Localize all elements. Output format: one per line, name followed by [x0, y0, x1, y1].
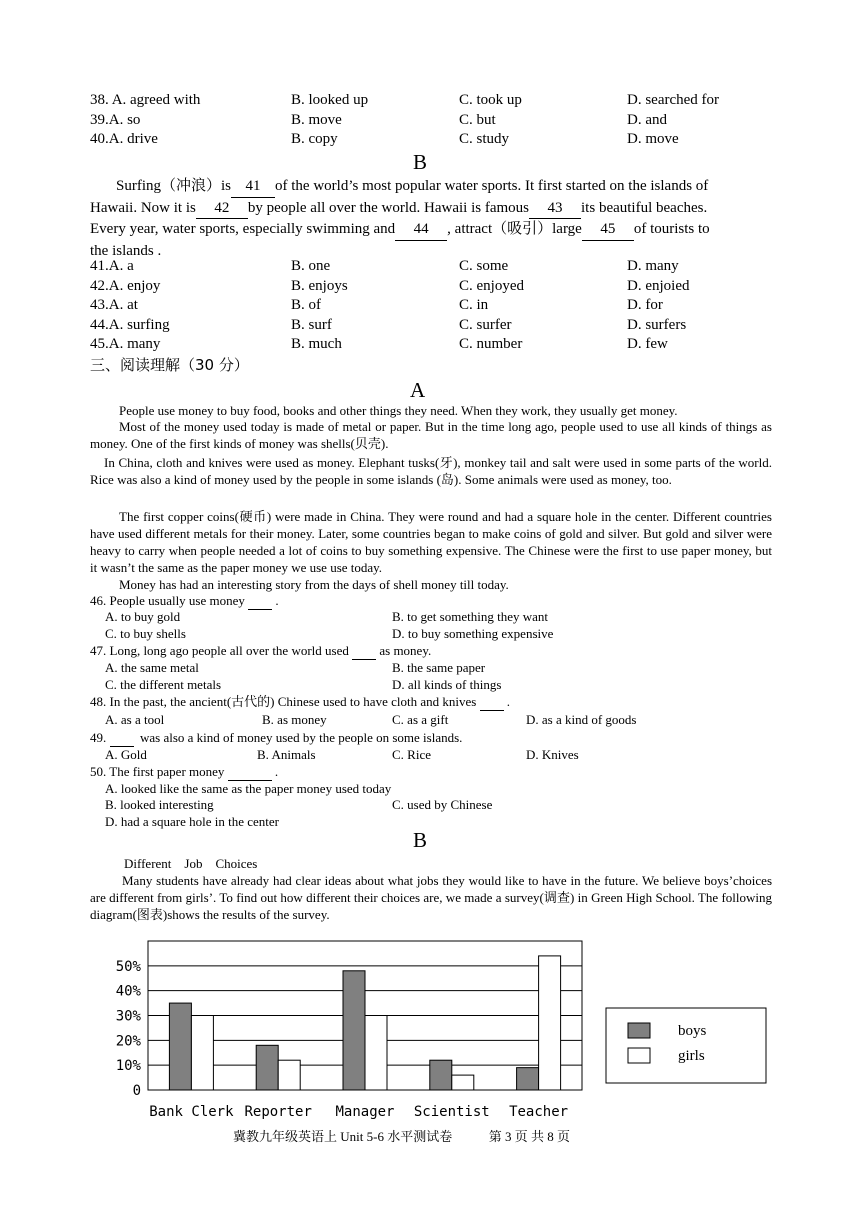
q47-blank[interactable] [352, 642, 376, 660]
q49-blank[interactable] [110, 729, 134, 747]
question-number: 38. [90, 92, 112, 108]
question-number: 41. [90, 258, 109, 274]
chart-xtick-label: Manager [335, 1104, 395, 1120]
q46-stem: 46. People usually use money . [90, 593, 279, 608]
blank-43[interactable]: 43 [529, 198, 581, 220]
bar-girls-teacher [539, 956, 561, 1090]
q46-option-a[interactable]: A. to buy gold [105, 609, 181, 624]
cloze-b-q4-option-a[interactable]: 45.A. many [90, 336, 161, 352]
cloze-a-q1-option-a[interactable]: 39.A. so [90, 111, 141, 128]
q48-stem: 48. In the past, the ancient(古代的) Chinese used to have cloth and knives . [90, 694, 511, 709]
cloze-b-q2-option-b[interactable]: B. of [291, 297, 321, 313]
bar-boys-reporter [256, 1045, 278, 1090]
footer-title: 冀教九年级英语上 Unit 5-6 水平测试卷 [233, 1129, 453, 1144]
chart-xtick-label: Reporter [244, 1104, 312, 1120]
chart-plot-frame [148, 941, 582, 1090]
question-number: 44. [90, 316, 109, 333]
question-number: 42. [90, 277, 109, 294]
cloze-a-q0-option-a[interactable]: 38. A. agreed with [90, 92, 201, 108]
reading-a-p4: The first copper coins(硬币) were made in China. They were round and had a square hole in the center. Different countries have used different metals for their money. Later, some countries began to make coins of gold and silver. But gold and silver were heavy to carry when people needed a lot of coins to buy something expensive. The Chinese were the first to use paper money, but it wasn’t the same as the paper money we use use today. [90, 509, 772, 575]
q48-option-d[interactable]: D. as a kind of goods [526, 712, 637, 727]
cloze-b-q2-option-c[interactable]: C. in [459, 297, 489, 313]
question-number: 43. [90, 297, 109, 313]
q50-stem: 50. The first paper money . [90, 764, 279, 779]
q49-stem: 49. was also a kind of money used by the people on some islands. [90, 730, 463, 745]
blank-41[interactable]: 41 [231, 176, 275, 198]
q49-option-d[interactable]: D. Knives [526, 747, 579, 762]
q50-option-b[interactable]: B. looked interesting [105, 797, 214, 812]
legend-label-boys: boys [678, 1023, 707, 1039]
q49-option-c[interactable]: C. Rice [392, 747, 431, 762]
chart-ytick-label: 20% [115, 1033, 141, 1050]
q47-option-a[interactable]: A. the same metal [105, 660, 199, 675]
cloze-a-q0-option-d[interactable]: D. searched for [627, 92, 720, 108]
cloze-b-q2-option-d[interactable]: D. for [627, 297, 663, 313]
bar-boys-manager [343, 971, 365, 1090]
q47-option-b[interactable]: B. the same paper [392, 660, 486, 675]
cloze-b-q3-option-b[interactable]: B. surf [291, 316, 332, 333]
chart-ytick-label: 50% [115, 958, 141, 975]
chart-xtick-label: Scientist [413, 1104, 490, 1120]
chart-ytick-label: 0 [132, 1083, 141, 1099]
chart-ytick-label: 30% [115, 1008, 141, 1025]
bar-girls-manager [365, 1016, 387, 1091]
cloze-b-q1-option-b[interactable]: B. enjoys [291, 277, 348, 294]
chart-ytick-label: 10% [115, 1058, 141, 1075]
cloze-b-q1-option-a[interactable]: 42.A. enjoy [90, 277, 161, 294]
q48-option-a[interactable]: A. as a tool [105, 712, 165, 727]
chart-ytick-label: 40% [115, 983, 141, 1000]
cloze-b-line-2: Hawaii. Now it is 42 by people all over the world. Hawaii is famous 43 its beautiful beaches. [90, 198, 772, 220]
q48-option-b[interactable]: B. as money [262, 712, 327, 727]
chart-xtick-label: Bank Clerk [149, 1104, 234, 1120]
cloze-b-q4-option-c[interactable]: C. number [459, 336, 523, 352]
cloze-a-q0-option-c[interactable]: C. took up [459, 92, 522, 108]
page-footer [233, 1126, 570, 1145]
cloze-b-q1-option-c[interactable]: C. enjoyed [459, 277, 524, 294]
cloze-b-q3-option-a[interactable]: 44.A. surfing [90, 316, 170, 333]
cloze-b-q0-option-d[interactable]: D. many [627, 258, 679, 274]
cloze-a-q1-option-d[interactable]: D. and [627, 111, 667, 128]
cloze-b-line-4: the islands . [90, 242, 162, 259]
cloze-b-q3-option-d[interactable]: D. surfers [627, 316, 687, 333]
reading-a-p2: Most of the money used today is made of metal or paper. But in the time long ago, people used to use all kinds of things as money. One of the first kinds of money was shells(贝壳). [90, 419, 772, 451]
blank-44[interactable]: 44 [395, 219, 447, 241]
cloze-b-q0-option-a[interactable]: 41.A. a [90, 258, 134, 274]
q47-stem: 47. Long, long ago people all over the world used as money. [90, 643, 432, 658]
legend-swatch-girls [628, 1048, 650, 1063]
legend-swatch-boys [628, 1023, 650, 1038]
cloze-b-passage [90, 176, 772, 261]
cloze-a-q1-option-c[interactable]: C. but [459, 111, 496, 128]
q49-option-a[interactable]: A. Gold [105, 747, 147, 762]
q49-option-b[interactable]: B. Animals [257, 747, 316, 762]
bar-girls-scientist [452, 1075, 474, 1090]
legend-label-girls: girls [678, 1048, 705, 1064]
cloze-b-q0-option-c[interactable]: C. some [459, 258, 509, 274]
bar-boys-teacher [517, 1068, 539, 1090]
cloze-b-q3-option-c[interactable]: C. surfer [459, 316, 512, 333]
reading-b-title: B [413, 828, 428, 852]
cloze-b-q0-option-b[interactable]: B. one [291, 258, 331, 274]
q46-option-d[interactable]: D. to buy something expensive [392, 626, 554, 641]
cloze-a-q2-option-a[interactable]: 40.A. drive [90, 131, 158, 147]
bar-boys-bank-clerk [169, 1003, 191, 1090]
cloze-b-q4-option-b[interactable]: B. much [291, 336, 342, 352]
cloze-b-q1-option-d[interactable]: D. enjoied [627, 277, 690, 294]
question-number: 45. [90, 336, 109, 352]
q46-blank[interactable] [248, 592, 272, 610]
question-number: 39. [90, 111, 109, 128]
q48-blank[interactable] [480, 693, 504, 711]
cloze-b-line-1: Surfing（冲浪）is 41 of the world’s most popular water sports. It first started on the islands of [90, 176, 772, 198]
q50-option-d[interactable]: D. had a square hole in the center [105, 814, 279, 829]
q47-option-d[interactable]: D. all kinds of things [392, 677, 502, 692]
cloze-a-q2-option-c[interactable]: C. study [459, 131, 510, 147]
part3-heading: 三、阅读理解（30 分） [90, 356, 249, 374]
reading-a-p5: Money has had an interesting story from the days of shell money till today. [119, 577, 509, 592]
q46-option-c[interactable]: C. to buy shells [105, 626, 186, 641]
q50-option-a[interactable]: A. looked like the same as the paper money used today [105, 781, 392, 796]
chart-xtick-label: Teacher [509, 1104, 569, 1120]
bar-girls-bank-clerk [191, 1016, 213, 1091]
footer-page-number: 第 3 页 共 8 页 [488, 1129, 570, 1144]
cloze-a-q2-option-d[interactable]: D. move [627, 131, 679, 147]
q48-option-c[interactable]: C. as a gift [392, 712, 449, 727]
q46-option-b[interactable]: B. to get something they want [392, 609, 548, 624]
question-number: 40. [90, 131, 109, 147]
q50-option-c[interactable]: C. used by Chinese [392, 797, 493, 812]
cloze-a-q1-option-b[interactable]: B. move [291, 111, 342, 128]
q47-option-c[interactable]: C. the different metals [105, 677, 222, 692]
chart-legend-box [606, 1008, 766, 1083]
reading-a-p1: People use money to buy food, books and other things they need. When they work, they usually get money. [119, 403, 678, 418]
q50-blank[interactable] [228, 763, 272, 781]
bar-boys-scientist [430, 1060, 452, 1090]
reading-b-subtitle: Different Job Choices [124, 856, 258, 871]
blank-42[interactable]: 42 [196, 198, 248, 220]
cloze-b-q2-option-a[interactable]: 43.A. at [90, 297, 138, 313]
reading-b-p1: Many students have already had clear ideas about what jobs they would like to have in the future. We believe boys’choices are different from girls’. To find out how different their choices are, we made a survey(调查) in Green High School. The following diagram(图表)shows the results of the survey. [90, 873, 772, 922]
bar-girls-reporter [278, 1060, 300, 1090]
section-b-title: B [413, 150, 428, 174]
cloze-b-line-3: Every year, water sports, especially swimming and 44 , attract（吸引）large 45 of tourists to [90, 219, 772, 241]
cloze-a-q0-option-b[interactable]: B. looked up [291, 92, 369, 108]
cloze-b-q4-option-d[interactable]: D. few [627, 336, 668, 352]
cloze-a-q2-option-b[interactable]: B. copy [291, 131, 338, 147]
blank-45[interactable]: 45 [582, 219, 634, 241]
reading-a-title: A [410, 378, 426, 402]
reading-a-p3: In China, cloth and knives were used as money. Elephant tusks(牙), monkey tail and salt were used in some parts of the world. Rice was also a kind of money used by the people in some islands (岛). Some animals were used as money, too. [90, 455, 772, 487]
